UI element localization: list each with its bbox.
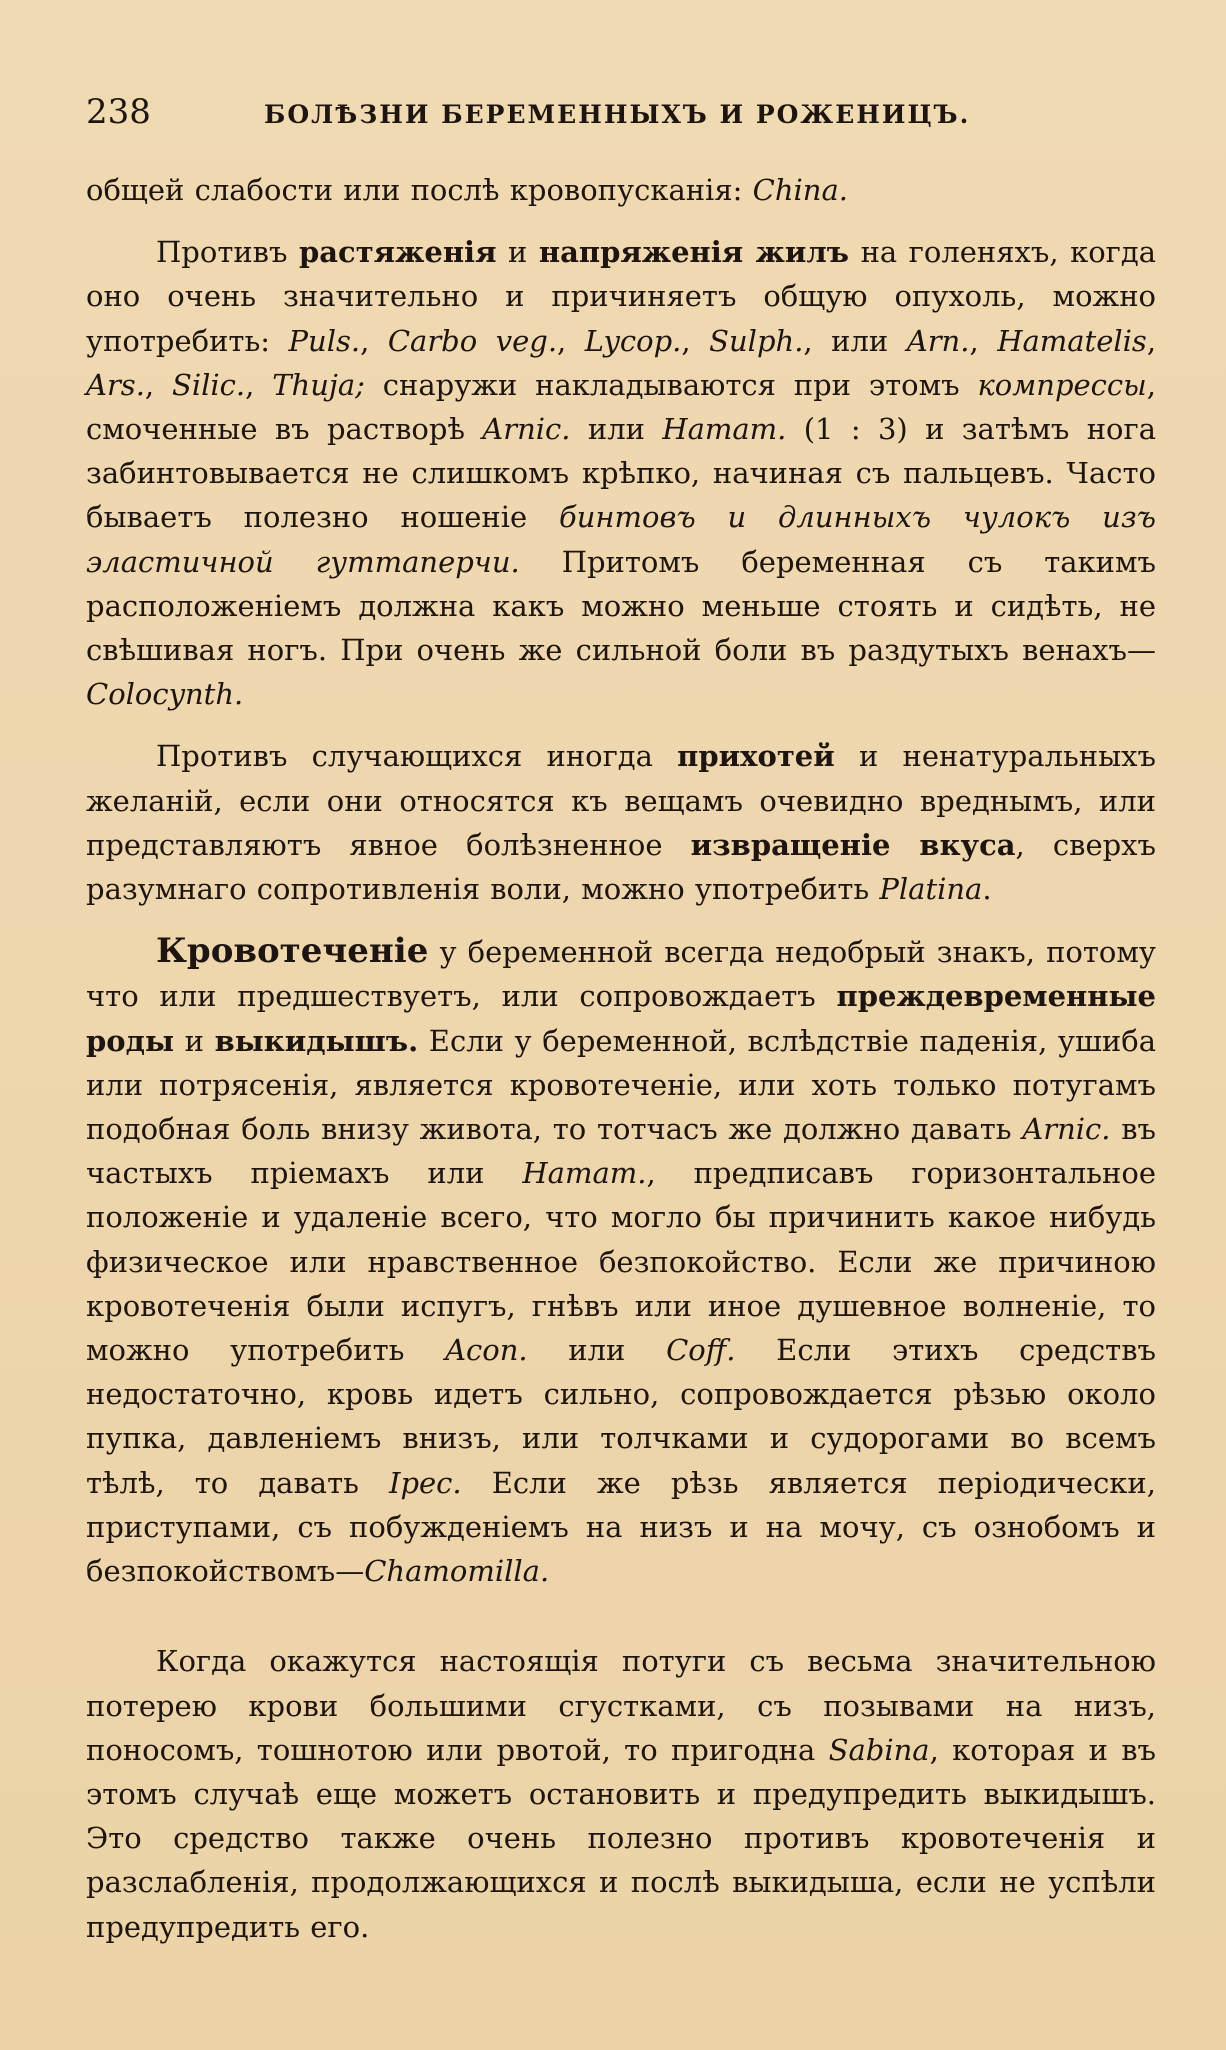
text-run: Если этихъ средствъ недостаточно, кровь идетъ сильно, сопровождается рѣзью около пупка, давленіемъ внизъ, или толчками и судорогами во всемъ тѣлѣ, то давать [86,1333,1156,1500]
page-header [86,92,1156,156]
running-title: БОЛѢЗНИ БЕРЕМЕННЫХЪ И РОЖЕНИЦЪ. [264,100,971,129]
text-run: въ частыхъ пріемахъ или [86,1112,1156,1191]
italic-run: Hamam. [662,412,787,447]
text-run: и ненатуральныхъ желаній, если они относятся къ вещамъ очевидно вреднымъ, или представляютъ явное болѣзненное [86,739,1156,862]
bold-run: прихотей [677,739,835,774]
text-run: , [1146,323,1157,358]
text-run: , сверхъ разумнаго сопротивленія воли, можно употребить [86,827,1156,907]
text-run: , предписавъ горизонтальное положеніе и удаленіе всего, что могло бы причинить какое нибудь физическое или нравственное безпокойство. Если же причиною кровотеченія были испугъ, гнѣвъ или иное душевное волненіе, то можно употребить [86,1156,1156,1368]
text-run: и [496,235,539,270]
italic-run: компрессы [977,367,1147,402]
text-run: (1 : 3) и затѣмъ нога забинтовывается не слишкомъ крѣпко, начиная съ пальцевъ. Часто бываетъ полезно ношеніе [86,412,1157,535]
text-run: . [982,872,992,907]
bold-run: извращеніе вкуса [690,827,1016,862]
text-run: и [174,1023,215,1058]
italic-run: Arnic. [482,412,571,447]
bold-run: преждевременные роды [86,979,1156,1058]
paragraph-hemorrhage [86,929,1156,1593]
text-run: , [245,367,273,402]
heading-run: Кровотеченіе [156,931,429,972]
italic-run: Colocynth. [86,677,244,712]
text-run: Противъ [156,235,299,270]
italic-run: Sabina [828,1732,930,1767]
italic-run: Thuja; [272,367,365,402]
italic-run: Puls. [288,323,361,358]
italic-run: Hamatelis [997,323,1147,358]
italic-run: Ars. [86,367,145,402]
text-run: , [144,367,172,402]
italic-run: бинтовъ и длинныхъ чулокъ изъ эластичной гуттаперчи. [86,500,1157,579]
italic-run: Chamomilla. [364,1554,550,1589]
text-run: , или [803,323,907,358]
italic-run: Arnic. [1022,1112,1111,1147]
bold-run: напряженія жилъ [538,235,850,270]
text-run: , смоченные въ растворѣ [86,367,1156,447]
italic-run: Carbo veg. [387,323,558,358]
text-run: или [570,412,663,447]
italic-run: Silic. [171,367,246,402]
bold-run: растяженія [298,235,497,270]
paragraph-sabina [86,1639,1156,1948]
italic-run: Ipec. [388,1465,462,1500]
text-run: Притомъ беременная съ такимъ расположеніемъ должна какъ можно меньше стоять и сидѣть, не свѣшивая ногъ. При очень же сильной боли въ раздутыхъ венахъ— [86,544,1156,668]
italic-run: Acon. [445,1333,528,1368]
italic-run: Coff. [666,1333,736,1368]
italic-run: Sulph. [709,323,804,358]
text-run: Если же рѣзь является періодически, приступами, съ побужденіемъ на низъ и на мочу, съ ознобомъ и безпокойствомъ— [86,1465,1156,1589]
text-run: , [557,323,585,358]
italic-run: Arn. [906,323,970,358]
text-run: Противъ случающихся иногда [156,739,678,774]
text-run: у беременной всегда недобрый знакъ, потому что или предшествуетъ, или сопровождаетъ [86,935,1156,1014]
text-run: , [969,323,998,358]
italic-run: China. [752,173,848,207]
text-run: Если у беременной, вслѣдствіе паденія, ушиба или потрясенія, является кровотеченіе, или хоть только потугамъ подобная боль внизу живота, то тотчасъ же должно давать [86,1023,1156,1147]
text-run: или [527,1333,667,1368]
italic-run: Hamam. [522,1156,647,1191]
text-run: , которая и въ этомъ случаѣ еще можетъ остановить и предупредить выкидышъ. Это средство также очень полезно противъ кровотеченія и разслабленія, продолжающихся и послѣ выкидыша, если не успѣли предупредить его. [86,1732,1156,1944]
bold-run: выкидышъ. [214,1023,419,1058]
text-run: Когда окажутся настоящія потуги съ весьма значительною потерею крови большими сгустками, съ позывами на низъ, поносомъ, тошнотою или рвотой, то пригодна [86,1644,1156,1767]
page-number: 238 [86,92,151,132]
text-run: общей слабости или послѣ кровопусканія: [86,173,753,207]
italic-run: Lycop. [584,323,682,358]
text-run: снаружи накладываются при этомъ [364,367,978,402]
text-run: , [360,323,388,358]
paragraph-varicose-veins [86,230,1156,716]
italic-run: Platina [879,872,983,907]
text-run: , [681,323,710,358]
paragraph-china [86,168,1156,212]
text-run: на голеняхъ, когда оно очень значительно и причиняетъ общую опухоль, можно употребить: [86,235,1156,358]
paragraph-cravings [86,734,1156,911]
